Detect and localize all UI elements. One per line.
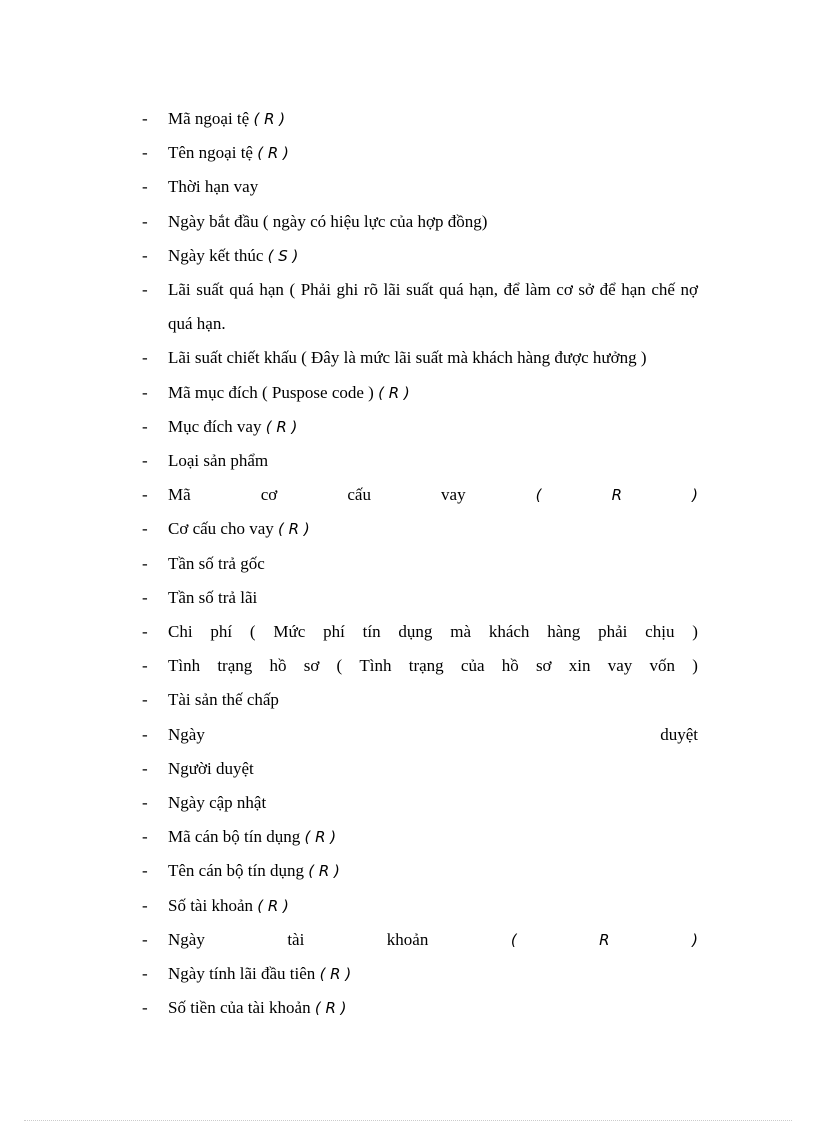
item-text [168, 718, 698, 752]
list-item [142, 854, 698, 888]
item-word: vốn [649, 656, 675, 676]
item-word: phải [598, 622, 628, 642]
bullet-dash: - [142, 416, 148, 436]
item-word: ) [692, 656, 698, 676]
item-word: trạng [217, 656, 253, 676]
bullet-dash: - [142, 793, 148, 813]
bullet-dash: - [142, 724, 148, 744]
item-label: Tài sản thế chấp [168, 690, 279, 710]
list-item [142, 718, 698, 752]
item-label: Mã cán bộ tín dụng [168, 827, 301, 847]
item-label: Tần số trả gốc [168, 553, 265, 573]
bullet-dash: - [142, 895, 148, 915]
list-item [142, 889, 698, 923]
bullet-dash: - [142, 622, 148, 642]
item-label: Số tài khoản [168, 895, 253, 915]
item-text [168, 512, 698, 546]
item-word: Ngày [168, 724, 205, 744]
bullet-dash: - [142, 690, 148, 710]
item-code-open: ( [510, 930, 517, 949]
item-word: phí [323, 622, 345, 642]
item-word: mà [450, 622, 471, 642]
field-list [142, 102, 698, 1025]
list-item [142, 273, 698, 341]
bullet-dash: - [142, 964, 148, 984]
list-item [142, 410, 698, 444]
bullet-dash: - [142, 861, 148, 881]
item-word: hồ [501, 656, 519, 676]
item-code-letter: R [599, 930, 610, 949]
item-code-close: ) [692, 930, 698, 949]
list-item [142, 512, 698, 546]
item-text [168, 273, 698, 341]
item-code: ( R ) [253, 110, 286, 128]
item-text [168, 889, 698, 923]
item-word: hồ [269, 656, 287, 676]
item-word: cấu [347, 485, 371, 505]
item-code-open: ( [535, 486, 542, 505]
item-word: của [460, 656, 485, 676]
item-label: Số tiền của tài khoản [168, 998, 311, 1018]
bullet-dash: - [142, 929, 148, 949]
item-word: vay [607, 656, 633, 676]
item-text [168, 547, 698, 581]
item-word: vay [441, 485, 466, 505]
item-text [168, 991, 698, 1025]
item-word: ) [692, 622, 698, 642]
item-code: ( R ) [319, 965, 352, 984]
item-text [168, 136, 698, 170]
item-text [168, 239, 698, 273]
page-bottom-rule [24, 1120, 792, 1121]
item-label: Người duyệt [168, 758, 254, 778]
item-word: Ngày [168, 929, 205, 949]
list-item [142, 102, 698, 136]
list-item [142, 444, 698, 478]
list-item [142, 136, 698, 170]
item-label: Ngày kết thúc [168, 245, 264, 265]
bullet-dash: - [142, 451, 148, 471]
item-text [168, 102, 698, 136]
list-item [142, 752, 698, 786]
item-text [168, 923, 698, 957]
item-code: ( R ) [308, 862, 340, 881]
item-label: Cơ cấu cho vay [168, 519, 274, 539]
item-label: Tần số trả lãi [168, 587, 258, 607]
item-word: chịu [645, 622, 675, 642]
bullet-dash: - [142, 348, 148, 368]
item-word: cơ [260, 485, 278, 505]
item-label: Mục đích vay [168, 416, 262, 436]
item-text [168, 649, 698, 683]
list-item [142, 170, 698, 204]
item-label: Loại sản phẩm [168, 451, 269, 471]
bullet-dash: - [142, 143, 148, 163]
item-word: ( [336, 656, 343, 676]
list-item [142, 683, 698, 717]
list-item [142, 205, 698, 239]
item-label: Ngày bắt đầu ( ngày có hiệu lực của hợp đồng) [168, 211, 488, 231]
item-word: Tình [168, 656, 201, 676]
list-item [142, 923, 698, 957]
item-code-close: ) [692, 486, 698, 505]
item-label: Lãi suất quá hạn ( Phải ghi rõ lãi suất quá hạn, để làm cơ sở để hạn chế nợ quá hạn. [168, 280, 698, 334]
list-item [142, 615, 698, 649]
item-code: ( R ) [304, 828, 337, 847]
item-label: Ngày tính lãi đầu tiên [168, 964, 316, 984]
item-word: tín [362, 622, 381, 642]
item-word: sơ [303, 656, 320, 676]
item-word: khách [488, 622, 530, 642]
list-item [142, 376, 698, 410]
item-text [168, 854, 698, 888]
list-item [142, 957, 698, 991]
item-word: hàng [547, 622, 581, 642]
bullet-dash: - [142, 587, 148, 607]
item-text [168, 478, 698, 512]
bullet-dash: - [142, 109, 148, 128]
item-code: ( R ) [265, 417, 298, 436]
bullet-dash: - [142, 553, 148, 573]
item-label: Tên ngoại tệ [168, 143, 253, 163]
list-item [142, 341, 698, 375]
item-code: ( R ) [257, 896, 289, 915]
item-word: trạng [408, 656, 444, 676]
bullet-dash: - [142, 827, 148, 847]
bullet-dash: - [142, 998, 148, 1018]
item-word: khoản [386, 929, 429, 949]
item-code: ( R ) [257, 144, 289, 163]
bullet-dash: - [142, 519, 148, 539]
bullet-dash: - [142, 485, 148, 505]
item-text [168, 444, 698, 478]
item-word: tài [287, 929, 305, 949]
item-text [168, 615, 698, 649]
bullet-dash: - [142, 211, 148, 231]
list-item [142, 581, 698, 615]
item-text [168, 170, 698, 204]
item-code: ( R ) [314, 999, 347, 1018]
item-word: ( [249, 622, 256, 642]
item-text [168, 752, 698, 786]
item-label: Tên cán bộ tín dụng [168, 861, 304, 881]
item-text [168, 341, 698, 375]
list-item [142, 991, 698, 1025]
item-label: Thời hạn vay [168, 177, 259, 197]
item-text [168, 683, 698, 717]
item-code: ( R ) [278, 520, 310, 539]
item-label: Mã mục đích ( Puspose code ) [168, 382, 374, 402]
item-word: Mã [168, 485, 191, 505]
item-text [168, 205, 698, 239]
item-text [168, 957, 698, 991]
item-word: Tình [359, 656, 392, 676]
item-word: phí [210, 622, 233, 642]
bullet-dash: - [142, 280, 148, 300]
list-item [142, 649, 698, 683]
item-text [168, 581, 698, 615]
item-label: Mã ngoại tệ [168, 109, 250, 128]
item-code: ( R ) [378, 383, 410, 402]
item-code-letter: R [611, 486, 623, 505]
item-word: dụng [398, 622, 433, 642]
bullet-dash: - [142, 656, 148, 676]
item-text [168, 410, 698, 444]
item-label: Lãi suất chiết khấu ( Đây là mức lãi suất mà khách hàng được hưởng ) [168, 348, 647, 368]
list-item [142, 547, 698, 581]
list-item [142, 820, 698, 854]
item-word: duyệt [660, 724, 698, 744]
item-word: Chi [168, 622, 193, 642]
list-item [142, 786, 698, 820]
bullet-dash: - [142, 758, 148, 778]
bullet-dash: - [142, 382, 148, 402]
list-item [142, 478, 698, 512]
bullet-dash: - [142, 245, 148, 265]
bullet-dash: - [142, 177, 148, 197]
item-text [168, 820, 698, 854]
list-item [142, 239, 698, 273]
item-word: sơ [535, 656, 552, 676]
item-word: Mức [273, 622, 306, 642]
item-word: xin [568, 656, 591, 676]
item-label: Ngày cập nhật [168, 793, 267, 813]
item-text [168, 376, 698, 410]
item-text [168, 786, 698, 820]
item-code: ( S ) [267, 246, 299, 265]
